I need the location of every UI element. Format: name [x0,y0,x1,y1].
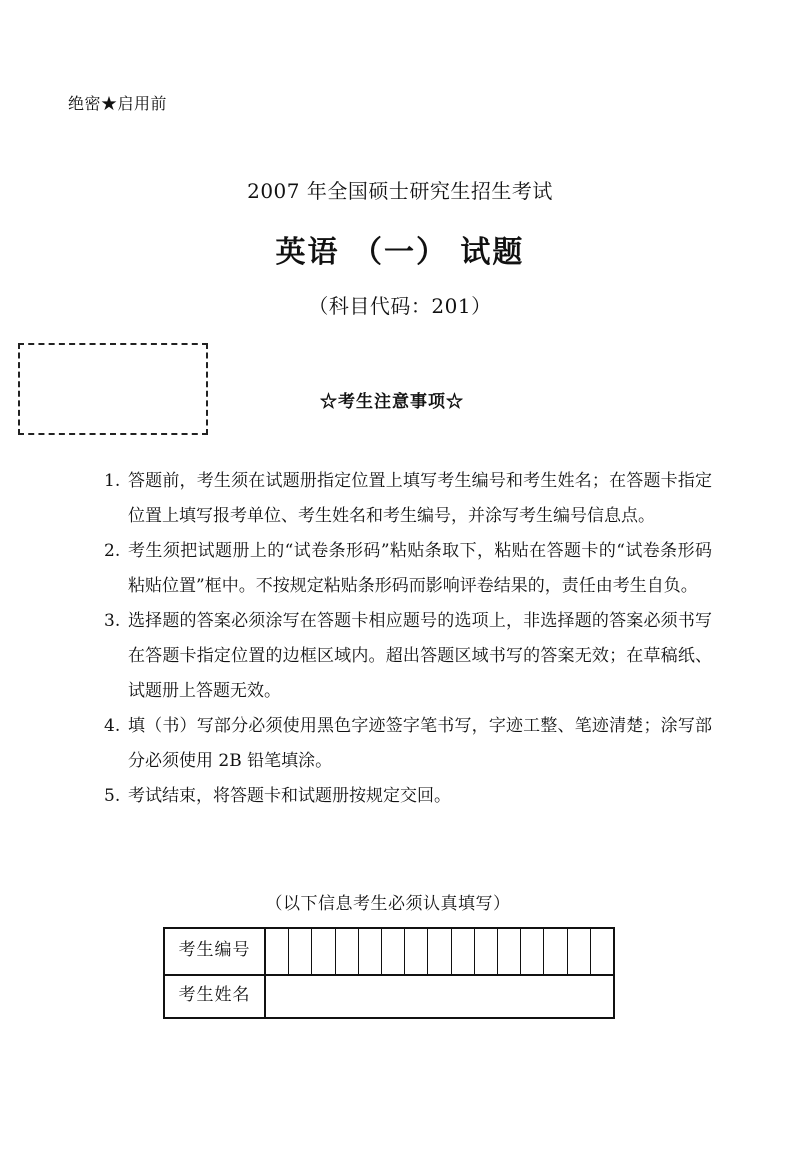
candidate-number-digit-cell[interactable] [336,929,359,974]
candidate-number-digit-cell[interactable] [428,929,451,974]
notice-item [104,464,712,534]
candidate-number-digit-cell[interactable] [521,929,544,974]
notice-list [104,464,712,814]
candidate-name-label: 考生姓名 [165,974,266,1019]
candidate-name-field[interactable] [266,974,613,1019]
candidate-number-digit-cell[interactable] [359,929,382,974]
candidate-number-digit-cell[interactable] [382,929,405,974]
candidate-name-row [165,974,613,1019]
notice-item-text: 选择题的答案必须涂写在答题卡相应题号的选项上，非选择题的答案必须书写在答题卡指定位置的边框区域内。超出答题区域书写的答案无效；在草稿纸、试题册上答题无效。 [128,611,712,701]
notice-item [104,709,712,779]
notice-item-text: 考生须把试题册上的“试卷条形码”粘贴条取下，粘贴在答题卡的“试卷条形码粘贴位置”框中。不按规定粘贴条形码而影响评卷结果的，责任由考生自负。 [128,541,712,596]
candidate-info-table [163,927,615,1019]
notice-item-number: 5. [104,786,121,806]
candidate-number-cells [266,929,613,974]
subject-code: （科目代码：201） [308,294,492,318]
notice-item-number: 4. [104,716,121,736]
notice-item [104,779,712,814]
notice-item-text: 考试结束，将答题卡和试题册按规定交回。 [128,786,451,806]
notice-item-number: 1. [104,471,121,491]
notice-item [104,534,712,604]
candidate-number-digit-cell[interactable] [312,929,335,974]
candidate-number-digit-cell[interactable] [591,929,613,974]
candidate-number-digit-cell[interactable] [266,929,289,974]
info-instruction: （以下信息考生必须认真填写） [265,894,511,914]
candidate-number-digit-cell[interactable] [289,929,312,974]
candidate-number-digit-cell[interactable] [544,929,567,974]
candidate-number-digit-cell[interactable] [475,929,498,974]
notice-heading: ☆考生注意事项☆ [320,392,464,412]
notice-item-text: 答题前，考生须在试题册指定位置上填写考生编号和考生姓名；在答题卡指定位置上填写报考单位、考生姓名和考生编号，并涂写考生编号信息点。 [128,471,712,526]
notice-item-number: 3. [104,611,121,631]
candidate-number-label: 考生编号 [165,929,266,974]
candidate-number-digit-cell[interactable] [498,929,521,974]
candidate-number-digit-cell[interactable] [568,929,591,974]
notice-item [104,604,712,709]
notice-item-number: 2. [104,541,121,561]
notice-item-text: 填（书）写部分必须使用黑色字迹签字笔书写，字迹工整、笔迹清楚；涂写部分必须使用 2B 铅笔填涂。 [128,716,712,771]
candidate-number-digit-cell[interactable] [452,929,475,974]
exam-title: 2007 年全国硕士研究生招生考试 [247,179,553,203]
candidate-number-digit-cell[interactable] [405,929,428,974]
candidate-number-row [165,929,613,976]
confidentiality-label: 绝密★启用前 [68,94,168,113]
subject-title: 英语 （一） 试题 [275,235,525,270]
